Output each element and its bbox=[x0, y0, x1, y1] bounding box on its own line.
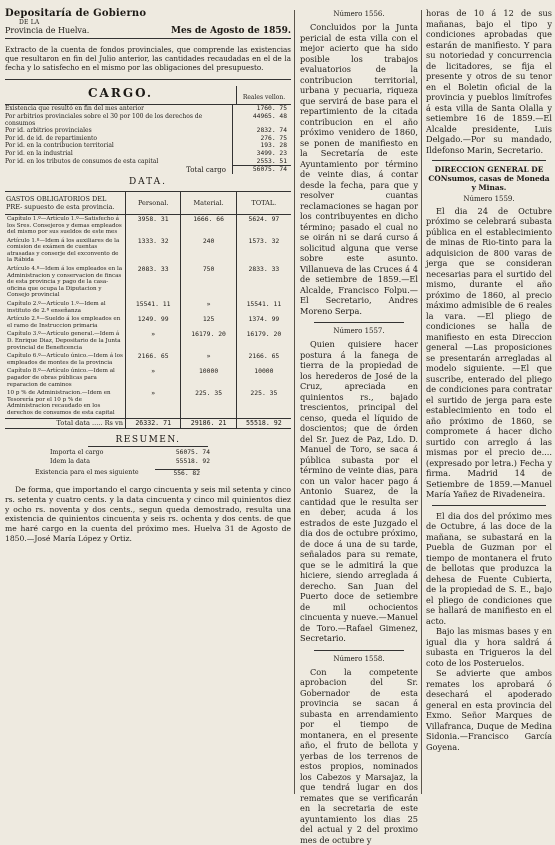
table-row bbox=[5, 389, 291, 418]
gasto-material: 16179. 20 bbox=[181, 330, 236, 352]
gasto-material: 225. 35 bbox=[181, 389, 236, 418]
cargo-amount: 276. 75 bbox=[233, 134, 292, 142]
gastos-header-total: TOTAL. bbox=[236, 191, 291, 214]
table-row bbox=[5, 150, 291, 158]
closing-paragraph: De forma, que importando el cargo cincuenta y seis mil setenta y cinco rs. setenta y cuatro cents. y la data cincuenta y cinco mil quinientos diez y ocho rs. noventa y dos cents., segun queda demostrado, resulta una existencia de quinientos cincuenta y seis rs. ochenta y dos cents. de que me haré cargo en la cuenta del próximo mes. Huelva 31 de Agosto de 1850.—José María López y Ortiz. bbox=[5, 485, 291, 543]
gasto-concept: Capítulo 1.º—Artículo 1.º—Satisfecho á los Sres. Consejeros y demas empleados del mismo por sus sueldos de este mes bbox=[5, 214, 126, 236]
gasto-material: » bbox=[181, 300, 236, 315]
gasto-concept: Capítulo 8.º—Artículo único.—Idem al pagador de obras públicas para reparacion de caminos bbox=[5, 367, 126, 389]
separator bbox=[314, 650, 404, 651]
table-row bbox=[5, 214, 291, 236]
cargo-total: 56075. 74 bbox=[233, 165, 292, 174]
resumen-cargo-value: 56075. 74 bbox=[150, 449, 210, 456]
gastos-total-label-cell: Total data ..... Rs vn bbox=[5, 418, 126, 429]
cargo-label: Por id. en los tributos de consumos de esta capital bbox=[5, 157, 233, 165]
gastos-header-row bbox=[5, 191, 291, 214]
gasto-personal: 1333. 32 bbox=[126, 237, 181, 265]
column-divider-1 bbox=[294, 10, 295, 794]
resumen-title: RESUMEN. bbox=[88, 435, 208, 447]
intro-paragraph: Extracto de la cuenta de fondos provinciales, que comprende las existencias que resultaron en fin del Julio anterior, las cantidades recaudadas en el de la fecha y lo satisfecho en el mismo por las obligaciones del presupuesto. bbox=[5, 45, 291, 73]
cargo-amount: 3499. 23 bbox=[233, 150, 292, 158]
gastos-total-currency: Rs vn bbox=[105, 419, 123, 427]
gasto-material: 1666. 66 bbox=[181, 214, 236, 236]
data-title: DATA. bbox=[5, 177, 291, 187]
gasto-concept: Capítulo 2.º—Artículo 1.º—Idem al instituto de 2.ª enseñanza bbox=[5, 300, 126, 315]
gastos-header-concept: GASTOS OBLIGATORIOS DEL PRE- supuesto de esta provincia. bbox=[5, 191, 126, 214]
gasto-material: 10000 bbox=[181, 367, 236, 389]
gasto-concept: Artículo 2.º—Sueldo á los empleados en el ramo de Instruccion primaria bbox=[5, 315, 126, 330]
month-label: Mes de Agosto de 1859. bbox=[171, 26, 291, 36]
cargo-amount: 44965. 48 bbox=[233, 112, 292, 127]
gasto-concept: Artículo 4.º—Idem á los empleados en la Administracion y conservacion de fincas de esta provincia y pago de la casa-oficina que ocupa la Diputacion y Consejo provincial bbox=[5, 265, 126, 300]
table-row bbox=[5, 112, 291, 127]
direction-heading: DIRECCION GENERAL DE CONsumos, casas de Moneda y Minas. bbox=[426, 166, 552, 193]
notice-number-1559: Número 1559. bbox=[426, 195, 552, 203]
cargo-amount: 193. 28 bbox=[233, 142, 292, 150]
gasto-total: 225. 35 bbox=[236, 389, 291, 418]
gastos-total-label: Total data bbox=[57, 419, 90, 427]
gasto-total: 2833. 33 bbox=[236, 265, 291, 300]
cargo-total-label: Total cargo bbox=[5, 165, 233, 174]
table-row bbox=[5, 237, 291, 265]
resumen-data-line bbox=[5, 458, 291, 465]
gasto-personal: » bbox=[126, 330, 181, 352]
resumen-existencia-line bbox=[5, 469, 291, 477]
gasto-personal: » bbox=[126, 389, 181, 418]
gastos-header-material: Material. bbox=[181, 191, 236, 214]
cargo-header bbox=[5, 79, 291, 105]
office-title-text: Depositaría de Gobierno bbox=[5, 8, 146, 19]
table-row bbox=[5, 127, 291, 135]
separator bbox=[432, 160, 546, 161]
column-3 bbox=[426, 8, 552, 752]
cargo-amount: 2832. 74 bbox=[233, 127, 292, 135]
cargo-column-label: Reales vellon. bbox=[236, 86, 291, 104]
gasto-personal: 15541. 11 bbox=[126, 300, 181, 315]
table-row bbox=[5, 134, 291, 142]
gasto-total: 16179. 20 bbox=[236, 330, 291, 352]
notice-1558-continuation: horas de 10 á 12 de sus mañanas, bajo el tipo y condiciones aprobadas que estarán de manifiesto. Y para su notoriedad y concurrencia de licitadores, se fija el presente y otros de su tenor en el Boletin oficial de la provincia y pueblos limítrofes á esta villa de Santa Olalla y setiembre 16 de 1859.—El Alcalde presidente, Luis Delgado.—Por su mandado, Ildefonso Marin, Secretario. bbox=[426, 8, 552, 155]
notice-number-1558: Número 1558. bbox=[300, 655, 418, 663]
resumen-cargo-line bbox=[5, 449, 291, 456]
cargo-title: CARGO. bbox=[5, 80, 236, 104]
cargo-label: Por id. en la contribucion territorial bbox=[5, 142, 233, 150]
resumen-cargo-label: Importa el cargo bbox=[50, 449, 150, 456]
notice-number-1557: Número 1557. bbox=[300, 327, 418, 335]
gastos-total-personal: 26332. 71 bbox=[126, 418, 181, 429]
gasto-personal: 2083. 33 bbox=[126, 265, 181, 300]
gasto-material: 240 bbox=[181, 237, 236, 265]
cargo-label: Existencia que resultó en fin del mes anterior bbox=[5, 105, 233, 113]
subasta-paragraph-1: El dia dos del próximo mes de Octubre, á las doce de la mañana, se subastará en la Puebla de Guzman por el tiempo de montanera el fruto de bellotas que produzca la dehesa de Fuente Cubierta, de la propiedad de S. E., bajo el pliego de condiciones que se hallará de manifiesto en el acto. bbox=[426, 511, 552, 627]
gastos-total-row bbox=[5, 418, 291, 429]
header-line bbox=[5, 26, 291, 39]
gasto-total: 15541. 11 bbox=[236, 300, 291, 315]
gasto-personal: 3958. 31 bbox=[126, 214, 181, 236]
resumen-data-value: 55518. 92 bbox=[150, 458, 210, 465]
gasto-concept: Capítulo 6.º—Artículo único.—Idem á los empleados de montes de la provincia bbox=[5, 352, 126, 367]
gasto-personal: 2166. 65 bbox=[126, 352, 181, 367]
gastos-header-personal: Personal. bbox=[126, 191, 181, 214]
cargo-label: Por id. arbitrios provinciales bbox=[5, 127, 233, 135]
table-row bbox=[5, 330, 291, 352]
separator bbox=[314, 322, 404, 323]
table-row bbox=[5, 105, 291, 113]
gasto-total: 10000 bbox=[236, 367, 291, 389]
gasto-material: 750 bbox=[181, 265, 236, 300]
cargo-amount: 1760. 75 bbox=[233, 105, 292, 113]
gasto-concept: 10 p % de Administracion.—Idem en Tesorería por el 10 p % de Administracion recaudado en los derechos de consumos de esta capital bbox=[5, 389, 126, 418]
de-la-label: DE LA bbox=[19, 19, 291, 26]
gasto-total: 1573. 32 bbox=[236, 237, 291, 265]
table-row bbox=[5, 265, 291, 300]
gasto-material: » bbox=[181, 352, 236, 367]
column-divider-2 bbox=[421, 10, 422, 794]
gasto-total: 5624. 97 bbox=[236, 214, 291, 236]
cargo-table bbox=[5, 105, 291, 174]
table-row bbox=[5, 157, 291, 165]
table-row bbox=[5, 315, 291, 330]
subasta-paragraph-3: Se advierte que ambos remates los aprobará ó desechará el apoderado general en esta provincia del Exmo. Señor Marques de Villafranca, Duque de Medina Sidonia.—Francisco García Goyena. bbox=[426, 668, 552, 752]
gasto-concept: Capítulo 3.º—Artículo general.—Idem á D. Enrique Diaz, Depositario de la Junta provincial de Beneficencia bbox=[5, 330, 126, 352]
gasto-total: 1374. 99 bbox=[236, 315, 291, 330]
cargo-amount: 2553. 51 bbox=[233, 157, 292, 165]
cargo-total-row bbox=[5, 165, 291, 174]
gasto-concept: Artículo 1.º—Idem á los auxiliares de la comision de exámen de cuentas atrasadas y conserje del exconvento de la Rábida bbox=[5, 237, 126, 265]
subasta-paragraph-2: Bajo las mismas bases y en igual dia y hora saldrá á subasta en Trigueros la del coto de los Posteruelos. bbox=[426, 626, 552, 668]
cargo-label: Por arbitrios provinciales sobre el 30 por 100 de los derechos de consumos bbox=[5, 112, 233, 127]
resumen-data-label: Idem la data bbox=[50, 458, 150, 465]
table-row bbox=[5, 367, 291, 389]
table-row bbox=[5, 142, 291, 150]
separator bbox=[432, 505, 546, 506]
cargo-label: Por id. de id. de repartimiento bbox=[5, 134, 233, 142]
province-label: Provincia de Huelva. bbox=[5, 26, 89, 36]
gasto-material: 125 bbox=[181, 315, 236, 330]
gasto-personal: » bbox=[126, 367, 181, 389]
notice-1559-text: El dia 24 de Octubre próximo se celebrará subasta pública en el establecimiento de minas de Rio-tinto para la adquisicion de 800 varas de jerga que se consideran necesarias para el surtido del mismo, durante el año próximo de 1860, al precio máximo admisible de 6 reales la vara. —El pliego de condiciones se halla de manifiesto en esta Direccion general —Las proposiciones se presentarán arregladas al modelo siguiente. —El que suscribe, enterado del pliego de condiciones para contratar el surtido de jerga para este establecimiento en todo el año próximo de 1860, se compromete á hacer dicho surtido con arreglo á las mismas por el precio de.... (expresado por letra.) Fecha y firma. Madrid 14 de Setiembre de 1859.—Manuel María Yañez de Rivadeneira. bbox=[426, 206, 552, 500]
notice-number-1556: Número 1556. bbox=[300, 10, 418, 18]
column-1 bbox=[5, 8, 291, 551]
cargo-label: Por id. en la industrial bbox=[5, 150, 233, 158]
table-row bbox=[5, 352, 291, 367]
gasto-personal: 1249. 99 bbox=[126, 315, 181, 330]
gasto-total: 2166. 65 bbox=[236, 352, 291, 367]
gastos-total-total: 55518. 92 bbox=[236, 418, 291, 429]
table-row bbox=[5, 300, 291, 315]
resumen-existencia-label: Existencia para el mes siguiente bbox=[35, 469, 155, 477]
notice-1556-text: Concluidos por la Junta pericial de esta villa con el mejor acierto que ha sido posible los trabajos evaluatorios de la contribucion territorial, urbana y pecuaria, riqueza que servirá de base para el repartimiento de la citada contribucion en el año próximo venidero de 1860, se ponen de manifiesto en la Secretaría de este Ayuntamiento por término de veinte dias, á contar desde la fecha, para que y resolver cuantas reclamaciones se hagan por los contribuyentes en dicho término; pasado el cual no se oirán ni se dará curso á solicitud alguna que verse sobre este asunto. Villanueva de las Cruces á 4 de setiembre de 1859.—El Alcalde, Francisco Folpu.—El Secretario, Andres Moreno Serpa. bbox=[300, 22, 418, 316]
notice-1558-text: Con la competente aprobacion del Sr. Gobernador de esta provincia se sacan á subasta en arrendamiento por el tiempo de montanera, en el presente año, el fruto de bellota y yerbas de los terrenos de estos propios, nominados los Cabezos y Marsajaz, la que tendrá lugar en dos remates que se verificarán en la secretaria de este ayuntamiento los dias 25 del actual y 2 del proximo mes de octubre y bbox=[300, 667, 418, 845]
office-title bbox=[5, 8, 291, 26]
column-2 bbox=[300, 8, 418, 845]
resumen-existencia-value: 556. 82 bbox=[155, 469, 200, 477]
notice-1557-text: Quien quisiere hacer postura á la fanega de tierra de la propiedad de los herederos de José de la Cruz, apreciada en quinientos rs., bajado trescientos, principal del censo, queda el líquido de doscientos; que de órden del Sr. Juez de Paz, Ldo. D. Manuel de Toro, se saca á pública subasta por el término de veinte dias, para con un valor hacer pago á Antonio Suarez, de la cantidad que le resulta ser en deber, acuda á los estrados de este Juzgado el dia dos de octubre próximo, de doce á una de su tarde, señalados para su remate, que se le admitirá la que hiciere, siendo arreglada á derecho. San Juan del Puerto doce de setiembre de mil ochocientos cincuenta y nueve.—Manuel de Toro.—Rafael Gimenez, Secretario. bbox=[300, 339, 418, 644]
gastos-table bbox=[5, 191, 291, 429]
gastos-total-material: 29186. 21 bbox=[181, 418, 236, 429]
